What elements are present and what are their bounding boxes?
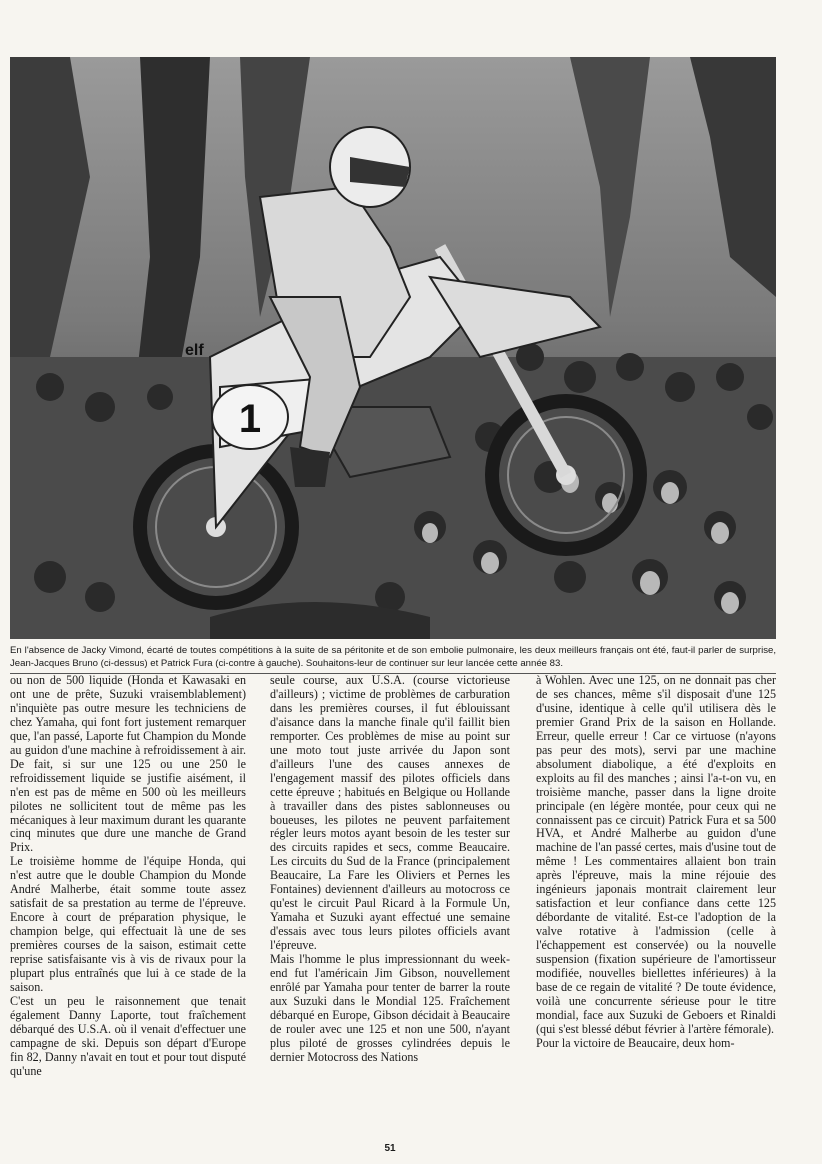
fairing-logo-text: elf	[185, 342, 204, 359]
article-column-1	[10, 673, 246, 1078]
number-plate-text: 1	[238, 397, 262, 441]
page-number: 51	[384, 1143, 396, 1154]
paragraph: C'est un peu le raisonnement que tenait également Danny Laporte, tout fraîchement débarqué des U.S.A. où il venait d'effectuer une campagne de ski. Depuis son départ d'Europe fin 82, Danny n'avait en tout et pour tout disputé qu'une	[10, 993, 246, 1078]
paragraph: à Wohlen. Avec une 125, on ne donnait pas cher de ses chances, même s'il disposait d'une 125 d'usine, identique à celle qu'il utilisera dès le premier Grand Prix de la saison en Hollande. Erreur, quelle erreur ! Car ce virtuose (n'ayons pas peur des mots), servi par une machine absolument diabolique, a été d'exploits en exploits au fil des manches ; ainsi l'a-t-on vu, en troisième manche, passer dans la ligne droite principale (en légère montée, pour ceux qui ne connaissent pas ce circuit) Patrick Fura et sa 500 HVA, et André Malherbe au guidon d'une machine de l'an passé certes, mais d'usine tout de même ! Les commentaires allaient bon train après l'épreuve, mais la mine réjouie des ingénieurs japonais montrait clairement leur satisfaction et leur confiance dans cette 125 débordante de vitalité. Est-ce l'adoption de la valve rotative à l'admission (celle à l'échappement est conservée) ou la nouvelle suspension (fixation supérieure de l'amortisseur modifiée, nouvelles biellettes inférieures) à la base de ce regain de vitalité ? De toute évidence, voilà une concurrente sérieuse pour le titre mondial, face aux Suzuki de Geboers et Rinaldi (qui s'est blessé début février à l'artère fémorale).	[536, 673, 776, 1036]
paragraph: ou non de 500 liquide (Honda et Kawasaki en ont une de prête, Suzuki vraisemblablement) n'inquiète pas outre mesure les techniciens de chez Yamaha, qui font fort justement remarquer que, l'an passé, Laporte fut Champion du Monde au guidon d'une machine à refroidissement à air. De fait, si sur une 125 ou une 250 le refroidissement liquide se justifie aisément, il n'en est pas de même en 500 où les meilleurs pilotes ne sollicitent tout de même pas les mécaniques à leur maximum durant les quarante cinq minutes que dure une manche de Grand Prix.	[10, 673, 246, 855]
photo-caption: En l'absence de Jacky Vimond, écarté de toutes compétitions à la suite de sa péritonite et de son embolie pulmonaire, les deux meilleurs français ont été, faut-il parler de surprise, Jean-Jacques Bruno (ci-dessus) et Patrick Fura (ci-contre à gauche). Souhaitons-leur de continuer sur leur lancée cette année 83.	[10, 645, 776, 669]
paragraph: seule course, aux U.S.A. (course victorieuse d'ailleurs) ; victime de problèmes de carburation dans les premières courses, il fut éblouissant d'aisance dans la manche finale qu'il faillit bien remporter. Ces problèmes de mise au point sur une moto tout juste arrivée du Japon sont d'ailleurs l'une des causes annexes de l'engagement massif des pilotes officiels dans cette épreuve ; habitués en Belgique ou Hollande à travailler dans des pistes sablonneuses ou boueuses, les pilotes ne peuvent parfaitement régler leurs motos ayant besoin de les tester sur des circuits rapides et secs, comme Beaucaire. Les circuits du Sud de la France (principalement Beaucaire, La Fare les Oliviers et Pernes les Fontaines) deviennent d'ailleurs au motocross ce qu'est le circuit Paul Ricard à la Formule Un, Yamaha et Suzuki ayant effectué une semaine d'essais avec tous leurs pilotes officiels avant l'épreuve.	[270, 673, 510, 953]
paragraph: Mais l'homme le plus impressionnant du week-end fut l'américain Jim Gibson, nouvellement enrôlé par Yamaha pour tenter de barrer la route aux Suzuki dans le Mondial 125. Fraîchement débarqué en Europe, Gibson décidait à Beaucaire de rouler avec une 125 et non une 500, n'ayant plus piloté de grosses cylindrées depuis le dernier Motocross des Nations	[270, 952, 510, 1064]
paragraph: Le troisième homme de l'équipe Honda, qui n'est autre que le double Champion du Monde André Malherbe, était somme toute assez satisfait de sa prestation au terme de l'épreuve. Encore à court de préparation physique, le champion belge, qui effectuait là une de ses premières courses de la saison, estimait cette reprise satisfaisante vis à vis de rivaux pour la plupart plus entraînés que lui à ce stade de la saison.	[10, 854, 246, 994]
article-column-2	[270, 674, 510, 1066]
motocross-photo	[10, 57, 776, 639]
paragraph: Pour la victoire de Beaucaire, deux hom-	[536, 1035, 735, 1050]
article-column-3	[536, 674, 776, 1066]
